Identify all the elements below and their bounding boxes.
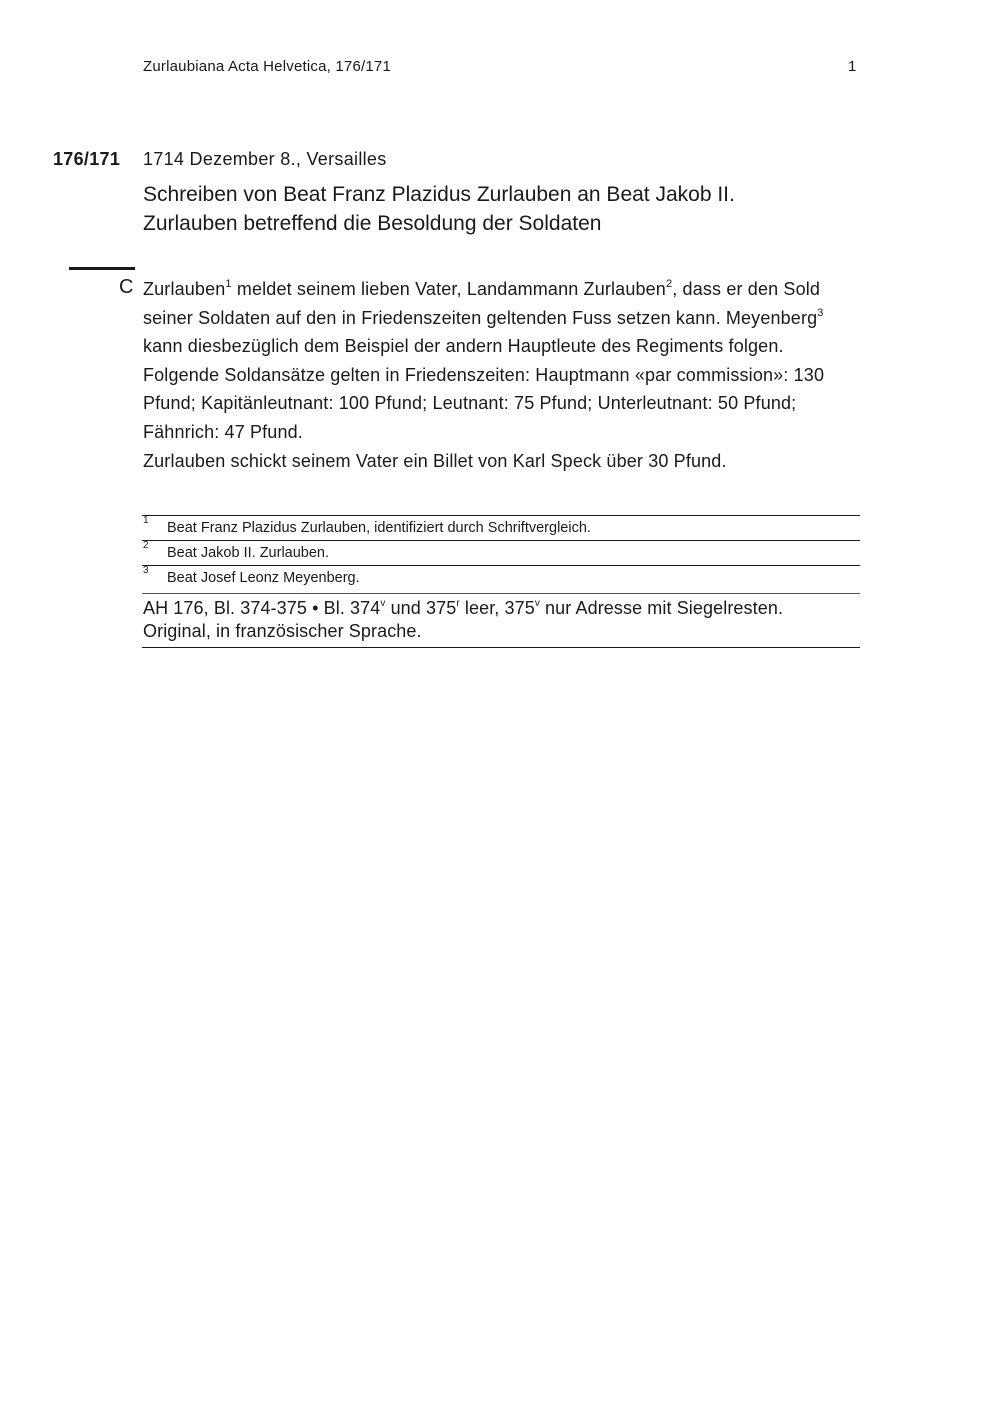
source-note <box>142 593 860 648</box>
regest-text-segment: Zurlauben <box>143 279 226 299</box>
footnote-mark: 2 <box>143 540 149 551</box>
footnote-text: Beat Franz Plazidus Zurlauben, identifiziert durch Schriftvergleich. <box>167 520 591 536</box>
document-number: 176/171 <box>53 149 121 169</box>
source-text-segment: leer, 375 <box>459 598 535 618</box>
document-title-line-1: Schreiben von Beat Franz Plazidus Zurlauben an Beat Jakob II. <box>143 183 735 206</box>
footnote-mark: 1 <box>143 515 149 526</box>
page-number: 1 <box>848 58 857 75</box>
footnote-3 <box>142 565 860 590</box>
regest-text-segment: meldet seinem lieben Vater, Landammann Zurlauben <box>231 279 666 299</box>
document-title <box>143 180 843 238</box>
regest-text <box>143 275 863 475</box>
folio-side-mark: r <box>456 598 460 609</box>
footnote-2 <box>142 540 860 565</box>
regest-text-segment: kann diesbezüglich dem Beispiel der andern Hauptleute des Regiments folgen. Folgende Soldansätze gelten in Friedenszeiten: Hauptmann «par commission»: 130 Pfund; Kapitänleutnant: 100 Pfund; Leutnant: 75 Pfund; Unterleutnant: 50 Pfund; Fähnrich: 47 Pfund. <box>143 336 825 442</box>
footnote-text: Beat Jakob II. Zurlauben. <box>167 545 330 561</box>
source-line-2: Original, in französischer Sprache. <box>143 621 422 641</box>
regest-paragraph <box>143 275 863 447</box>
footnotes <box>142 515 860 648</box>
source-text-segment: nur Adresse mit Siegelresten. <box>539 598 784 618</box>
regest-text-segment: , dass er den Sold seiner Soldaten auf den in Friedenszeiten geltenden Fuss setzen kann. Meyenberg <box>143 279 821 328</box>
category-rule <box>69 267 135 270</box>
footnote-ref-3[interactable]: 3 <box>817 306 824 319</box>
regest-paragraph: Zurlauben schickt seinem Vater ein Billet von Karl Speck über 30 Pfund. <box>143 450 727 471</box>
footnote-ref-2[interactable]: 2 <box>665 278 673 290</box>
document-title-line-2: Zurlauben betreffend die Besoldung der Soldaten <box>143 212 602 235</box>
footnote-text: Beat Josef Leonz Meyenberg. <box>167 570 360 586</box>
source-text-segment: AH 176, Bl. 374-375 • Bl. 374 <box>143 598 381 618</box>
category-marker: C <box>119 276 134 298</box>
footnote-ref-1[interactable]: 1 <box>225 278 232 290</box>
source-line-1 <box>143 597 860 620</box>
folio-side-mark: v <box>380 598 386 609</box>
footnote-mark: 3 <box>143 565 149 576</box>
running-head: Zurlaubiana Acta Helvetica, 176/171 <box>143 58 391 75</box>
source-text-segment: und 375 <box>385 598 457 618</box>
footnote-1 <box>142 515 860 540</box>
folio-side-mark: v <box>534 598 540 609</box>
date-place: 1714 Dezember 8., Versailles <box>143 149 387 169</box>
